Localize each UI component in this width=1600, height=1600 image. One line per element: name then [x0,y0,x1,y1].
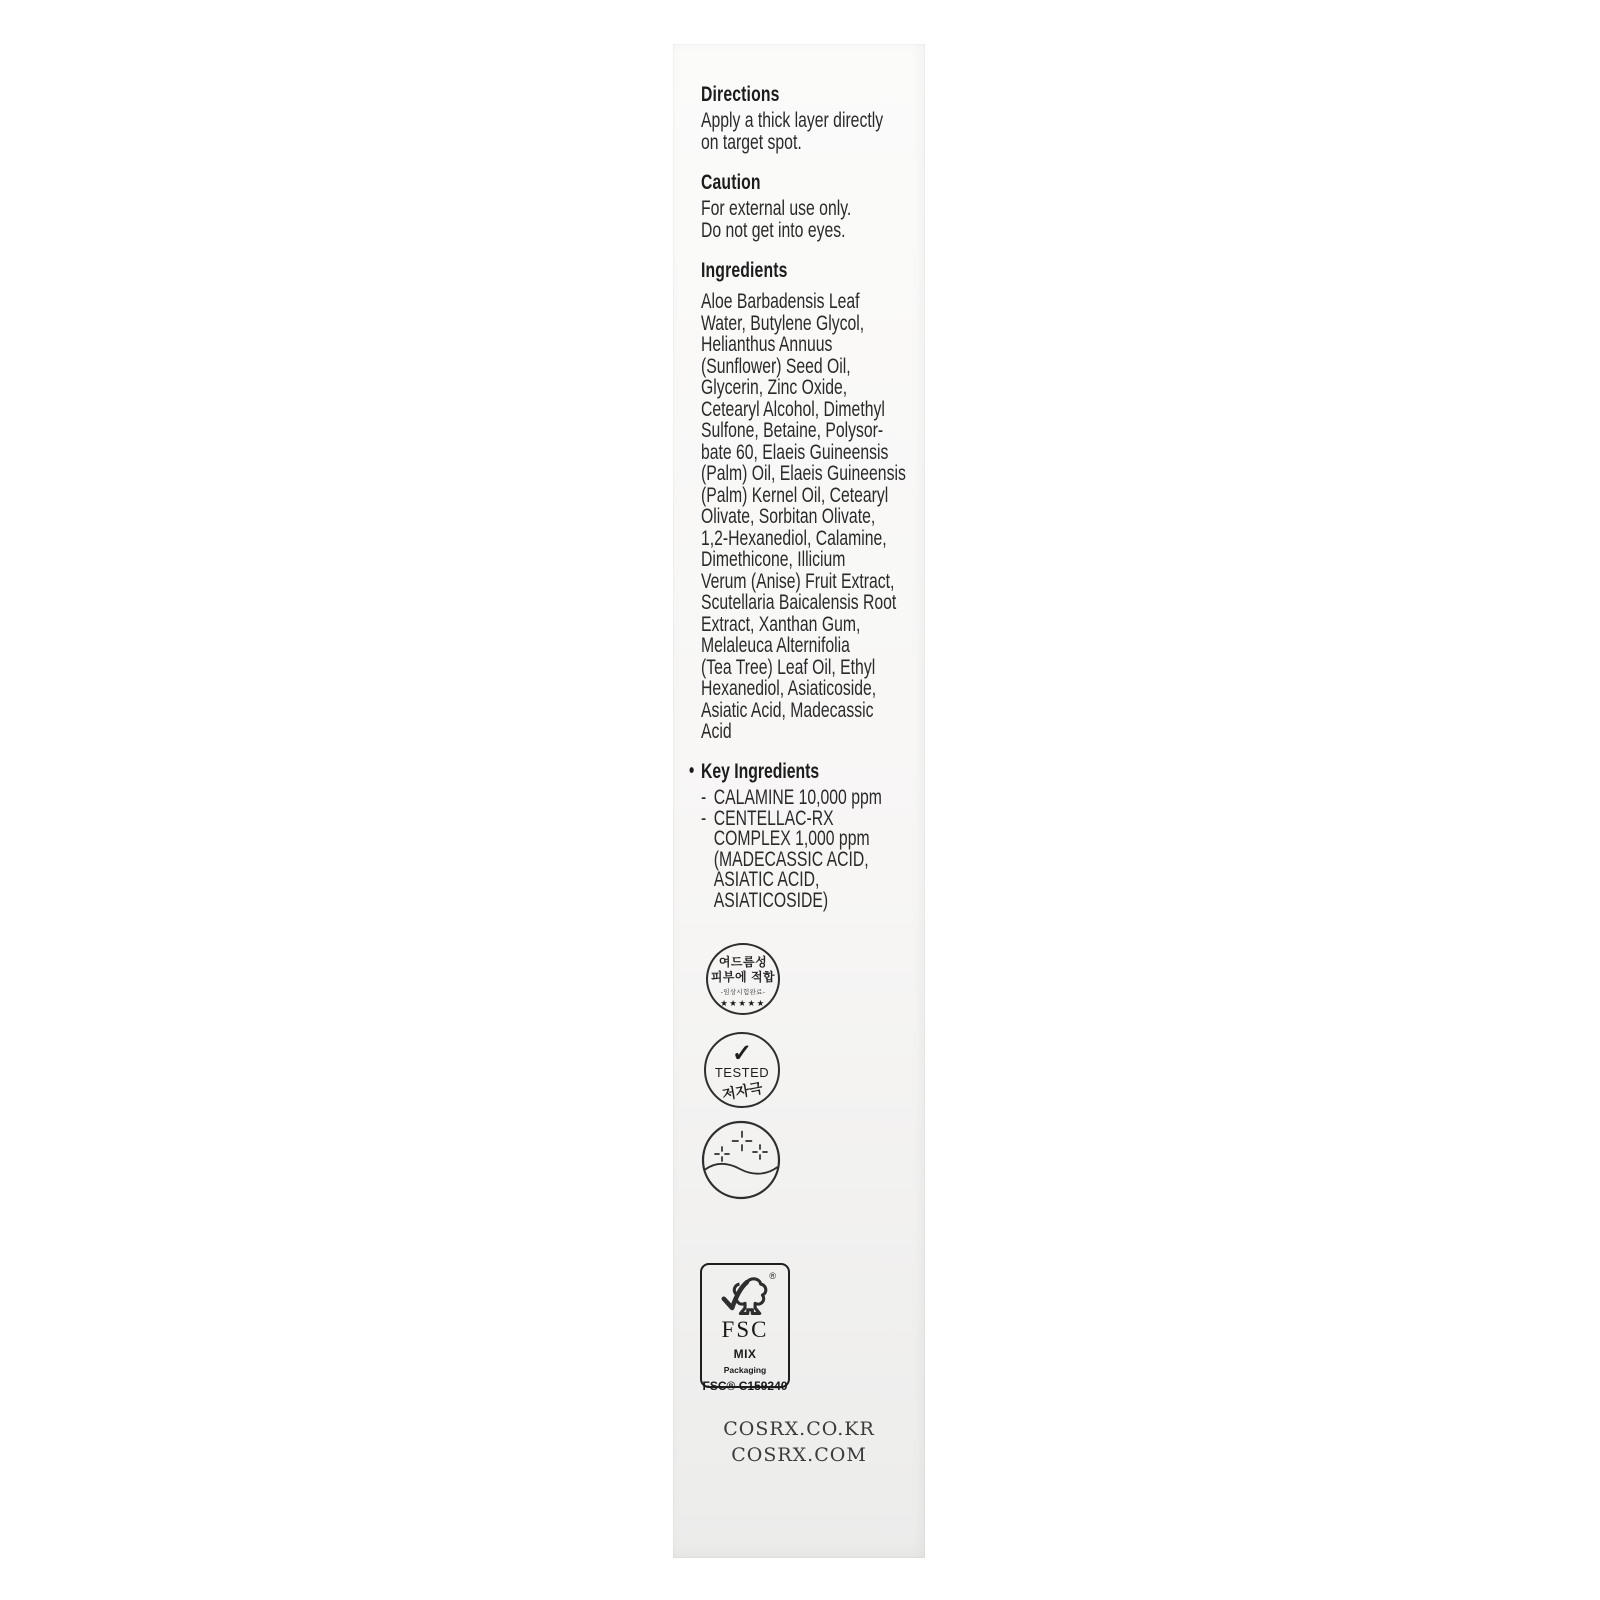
dash-glyph: - [701,786,707,809]
directions-text [701,110,883,153]
ingredient-line: Glycerin, Zinc Oxide, [701,376,848,399]
ingredient-line: Melaleuca Alternifolia [701,634,850,657]
acne-badge-subtitle: -임상시험완료- [720,989,766,996]
dash-glyph: - [701,806,707,830]
acne-badge-line1: 여드름성 [718,955,768,969]
fsc-tree-logo [702,1273,788,1319]
key-ingredient-line: ASIATIC ACID, [713,868,820,892]
ingredient-line: (Tea Tree) Leaf Oil, Ethyl [701,655,876,679]
bullet-glyph: • [689,760,695,782]
caution-line: For external use only. [701,197,852,220]
key-ingredient-line: CALAMINE 10,000 ppm [713,786,882,809]
acne-suitability-badge [706,943,780,1015]
ingredient-line: Aloe Barbadensis Leaf [701,290,860,313]
caution-text [701,198,851,241]
ingredient-line: Scutellaria Baicalensis Root [701,591,897,614]
ingredient-line: (Palm) Oil, Elaeis Guineensis [701,462,906,485]
acne-badge-line2: 피부에 적합 [710,970,776,984]
url-cosrx-co-kr: COSRX.CO.KR [723,1418,875,1440]
registered-mark-icon: ® [769,1271,776,1281]
fsc-license-code: FSC® C159240 [702,1379,788,1393]
checkmark-icon: ✓ [731,1040,753,1067]
tested-korean-label: 저자극 [720,1079,764,1103]
brand-urls [673,1416,925,1468]
key-ingredient-line: CENTELLAC-RX [713,806,834,830]
directions-line: on target spot. [701,130,802,154]
url-cosrx-com: COSRX.COM [731,1444,867,1466]
sparkle-wave-badge-icon [701,1120,781,1200]
key-ingredients-heading [689,760,882,783]
ingredient-line: Helianthus Annuus [701,333,833,356]
ingredients-heading: Ingredients [701,259,788,282]
directions-section [701,84,883,153]
ingredient-line: (Sunflower) Seed Oil, [701,354,851,378]
directions-line: Apply a thick layer directly [701,109,884,132]
caution-heading: Caution [701,171,761,194]
sparkles-icon [715,1132,767,1162]
caution-line: Do not get into eyes. [701,218,846,242]
ingredient-line: Sulfone, Betaine, Polysor- [701,419,884,442]
ingredient-line: Hexanediol, Asiaticoside, [701,677,877,700]
product-box-back-panel [673,44,925,1558]
key-ingredient-line: (MADECASSIC ACID, [713,847,869,871]
key-ingredients-items [701,788,882,912]
hypoallergenic-tested-badge [704,1032,780,1108]
fsc-certification-label [700,1263,790,1393]
ingredient-line: Acid [701,720,732,743]
ingredient-line: Cetearyl Alcohol, Dimethyl [701,397,885,421]
tested-label: TESTED [714,1065,770,1080]
ingredient-line: Olivate, Sorbitan Olivate, [701,505,876,528]
key-ingredient-line: COMPLEX 1,000 ppm [713,827,870,851]
fsc-tree-icon [717,1273,773,1319]
ingredient-line: Water, Butylene Glycol, [701,311,865,335]
ingredient-line: Extract, Xanthan Gum, [701,612,861,636]
key-ingredient-text [714,788,882,809]
key-ingredient-item [701,806,882,912]
directions-heading: Directions [701,83,780,106]
key-ingredients-section [689,760,882,912]
fsc-brand-text: FSC [721,1317,769,1342]
ingredient-line: Dimethicone, Illicium [701,548,846,571]
key-ingredient-item [701,788,882,809]
key-ingredients-heading-label: Key Ingredients [701,760,820,783]
five-stars-icon: ★★★★★ [720,998,766,1008]
caution-section [701,172,851,241]
ingredients-section [701,260,906,743]
ingredient-line: Verum (Anise) Fruit Extract, [701,569,895,593]
ingredient-line: (Palm) Kernel Oil, Cetearyl [701,483,889,507]
ingredient-line: 1,2-Hexanediol, Calamine, [701,526,887,550]
fsc-material-text: Packaging [723,1365,767,1375]
ingredient-line: Asiatic Acid, Madecassic [701,698,874,722]
ingredient-line: bate 60, Elaeis Guineensis [701,440,889,464]
fsc-grade-text: MIX [733,1347,757,1361]
ingredients-list [701,291,906,743]
key-ingredient-line: ASIATICOSIDE) [713,888,829,912]
key-ingredient-text [713,806,870,912]
